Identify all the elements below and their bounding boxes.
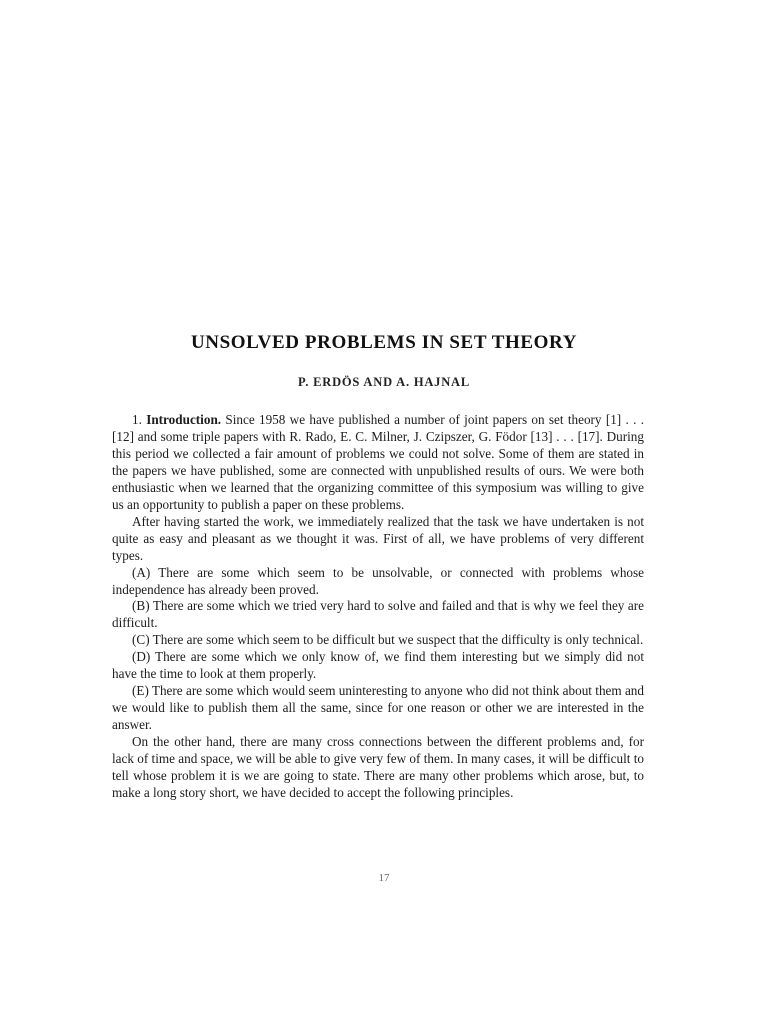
paper-body bbox=[112, 412, 644, 802]
list-item-a: (A) There are some which seem to be unsolvable, or connected with problems whose independence has already been proved. bbox=[112, 564, 644, 597]
list-item-c: (C) There are some which seem to be difficult but we suspect that the difficulty is only technical. bbox=[132, 632, 644, 648]
list-item-e: (E) There are some which would seem uninteresting to anyone who did not think about them and we would like to publish them all the same, since for one reason or other we are interested in the answer. bbox=[112, 683, 644, 733]
paragraph: After having started the work, we immediately realized that the task we have undertaken is not quite as easy and pleasant as we thought it was. First of all, we have problems of very different types. bbox=[112, 513, 644, 563]
paper-authors: P. ERDÖS AND A. HAJNAL bbox=[297, 375, 471, 389]
paragraph: On the other hand, there are many cross connections between the different problems and, for lack of time and space, we will be able to give very few of them. In many cases, it will be difficult to tell whose problem it is we are going to state. There are many other problems which arose, but, to make a long story short, we have decided to accept the following principles. bbox=[112, 734, 644, 800]
intro-paragraph bbox=[112, 412, 644, 514]
section-heading: Introduction. bbox=[146, 412, 222, 427]
list-item-b: (B) There are some which we tried very hard to solve and failed and that is why we feel they are difficult. bbox=[112, 598, 644, 631]
paper-title: UNSOLVED PROBLEMS IN SET THEORY bbox=[190, 332, 578, 353]
page-number: 17 bbox=[378, 872, 390, 884]
section-number: 1. bbox=[132, 412, 142, 427]
paragraph-text: Since 1958 we have published a number of joint papers on set theory [1] . . . [12] and some triple papers with R. Rado, E. C. Milner, J. Czipszer, G. Födor [13] . . . [17]. During this period we collected a fair amount of problems we could not solve. Some of them are stated in the papers we have published, some are connected with unpublished results of ours. We were both enthusiastic when we learned that the organizing committee of this symposium was willing to give us an opportunity to publish a paper on these problems. bbox=[112, 412, 645, 512]
list-item-d: (D) There are some which we only know of, we find them interesting but we simply did not have the time to look at them properly. bbox=[112, 649, 644, 682]
